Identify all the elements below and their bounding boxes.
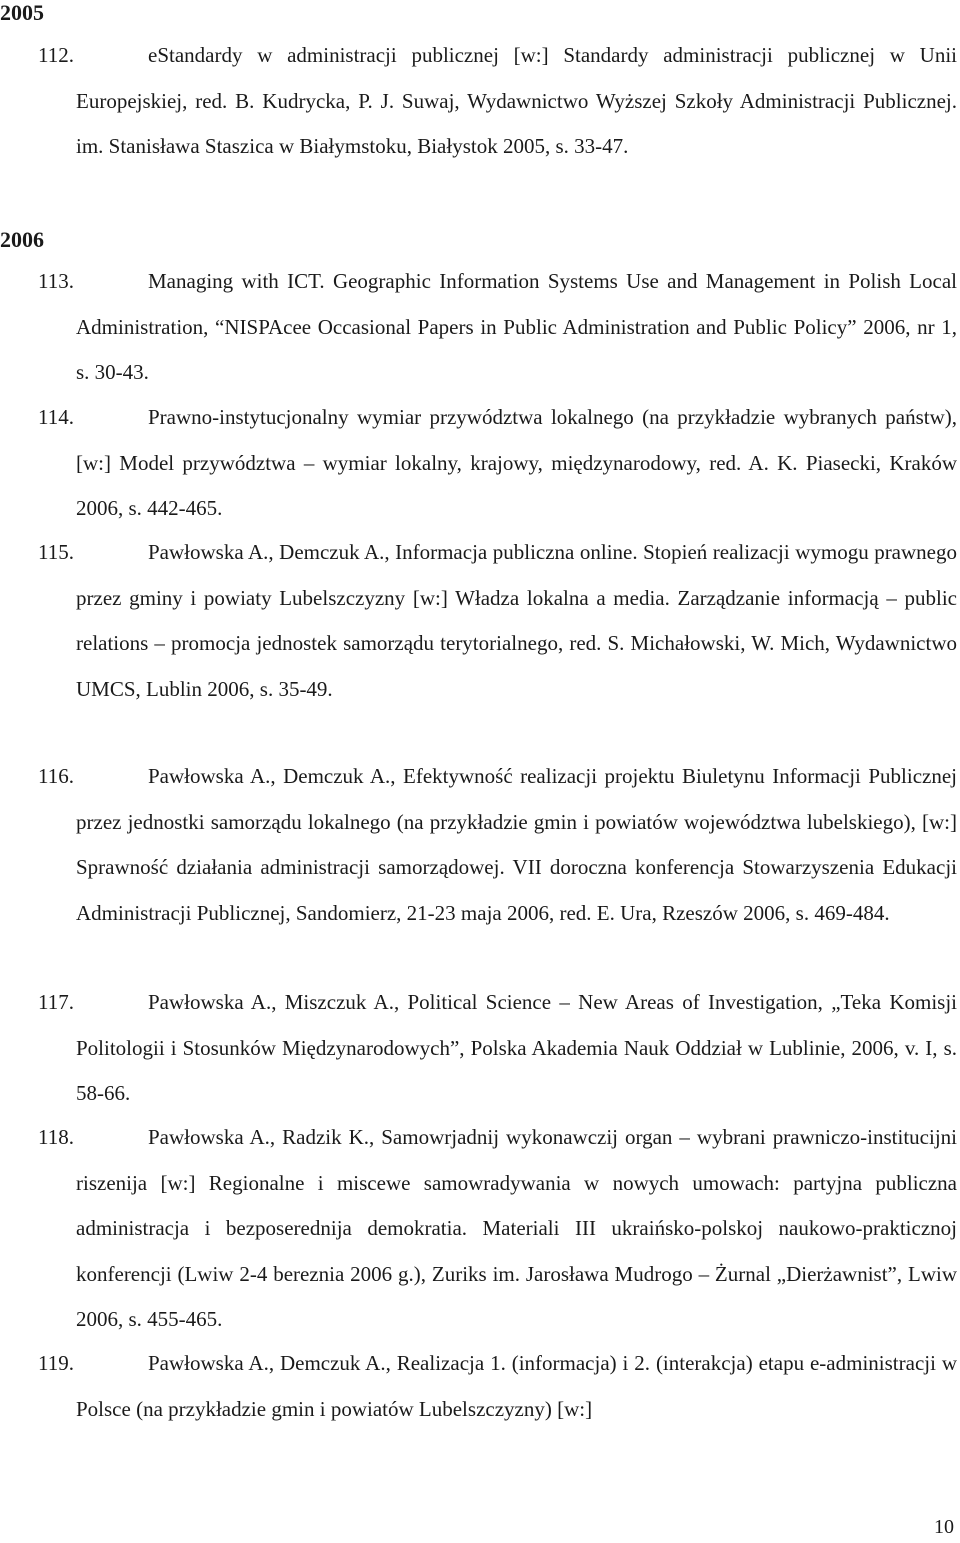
entry-number: 113. bbox=[38, 269, 74, 293]
entry-number: 114. bbox=[38, 405, 74, 429]
entry-number: 112. bbox=[38, 43, 74, 67]
entry-text: Managing with ICT. Geographic Information Systems Use and Management in Polish Local Administration, “NISPAcee Occasional Papers in Public Administration and Public Policy” 2006, nr 1, s. 30-43. bbox=[76, 269, 957, 384]
entry-number: 115. bbox=[38, 540, 74, 564]
entry-text: eStandardy w administracji publicznej [w:] Standardy administracji publicznej w Unii Europejskiej, red. B. Kudrycka, P. J. Suwaj, Wydawnictwo Wyższej Szkoły Administracji Publicznej. im. Stanisława Staszica w Białymstoku, Białystok 2005, s. 33-47. bbox=[76, 43, 957, 158]
entry-text: Pawłowska A., Demczuk A., Realizacja 1. (informacja) i 2. (interakcja) etapu e-administracji w Polsce (na przykładzie gmin i powiatów Lubelszczyzny) [w:] bbox=[76, 1351, 957, 1421]
entry-text: Pawłowska A., Demczuk A., Informacja publiczna online. Stopień realizacji wymogu prawnego przez gminy i powiaty Lubelszczyzny [w:] Władza lokalna a media. Zarządzanie informacją – public relations – promocja jednostek samorządu terytorialnego, red. S. Michałowski, W. Mich, Wydawnictwo UMCS, Lublin 2006, s. 35-49. bbox=[76, 540, 957, 701]
year-heading-2006: 2006 bbox=[0, 227, 44, 252]
bibliography-entry-113 bbox=[0, 259, 957, 396]
bibliography-entry-118 bbox=[0, 1115, 957, 1343]
entry-text: Prawno-instytucjonalny wymiar przywództwa lokalnego (na przykładzie wybranych państw), [w:] Model przywództwa – wymiar lokalny, krajowy, międzynarodowy, red. A. K. Piasecki, Kraków 2006, s. 442-465. bbox=[76, 405, 957, 520]
entry-number: 119. bbox=[38, 1351, 74, 1375]
page-number: 10 bbox=[934, 1516, 954, 1538]
bibliography-entry-112 bbox=[0, 33, 957, 170]
entry-number: 117. bbox=[38, 990, 74, 1014]
entry-text: Pawłowska A., Radzik K., Samowrjadnij wykonawczij organ – wybrani prawniczo-institucijni riszenija [w:] Regionalne i miscewe samowradywania w nowych umowach: partyjna publiczna administracja i bezposerednija demokratia. Materiali III ukraińsko-polskoj naukowo-prakticznoj konferencji (Lwiw 2-4 bereznia 2006 g.), Zuriks im. Jarosława Mudrogo – Żurnal „Dierżawnist”, Lwiw 2006, s. 455-465. bbox=[76, 1125, 957, 1331]
bibliography-entry-117 bbox=[0, 980, 957, 1117]
bibliography-entry-116 bbox=[0, 754, 957, 936]
entry-number: 118. bbox=[38, 1125, 74, 1149]
entry-number: 116. bbox=[38, 764, 74, 788]
bibliography-entry-115 bbox=[0, 530, 957, 712]
bibliography-entry-114 bbox=[0, 395, 957, 532]
entry-text: Pawłowska A., Demczuk A., Efektywność realizacji projektu Biuletynu Informacji Publicznej przez jednostki samorządu lokalnego (na przykładzie gmin i powiatów województwa lubelskiego), [w:] Sprawność działania administracji samorządowej. VII doroczna konferencja Stowarzyszenia Edukacji Administracji Publicznej, Sandomierz, 21-23 maja 2006, red. E. Ura, Rzeszów 2006, s. 469-484. bbox=[76, 764, 957, 925]
entry-text: Pawłowska A., Miszczuk A., Political Science – New Areas of Investigation, „Teka Komisji Politologii i Stosunków Międzynarodowych”, Polska Akademia Nauk Oddział w Lublinie, 2006, v. I, s. 58-66. bbox=[76, 990, 957, 1105]
bibliography-entry-119 bbox=[0, 1341, 957, 1432]
year-heading-2005: 2005 bbox=[0, 0, 44, 25]
